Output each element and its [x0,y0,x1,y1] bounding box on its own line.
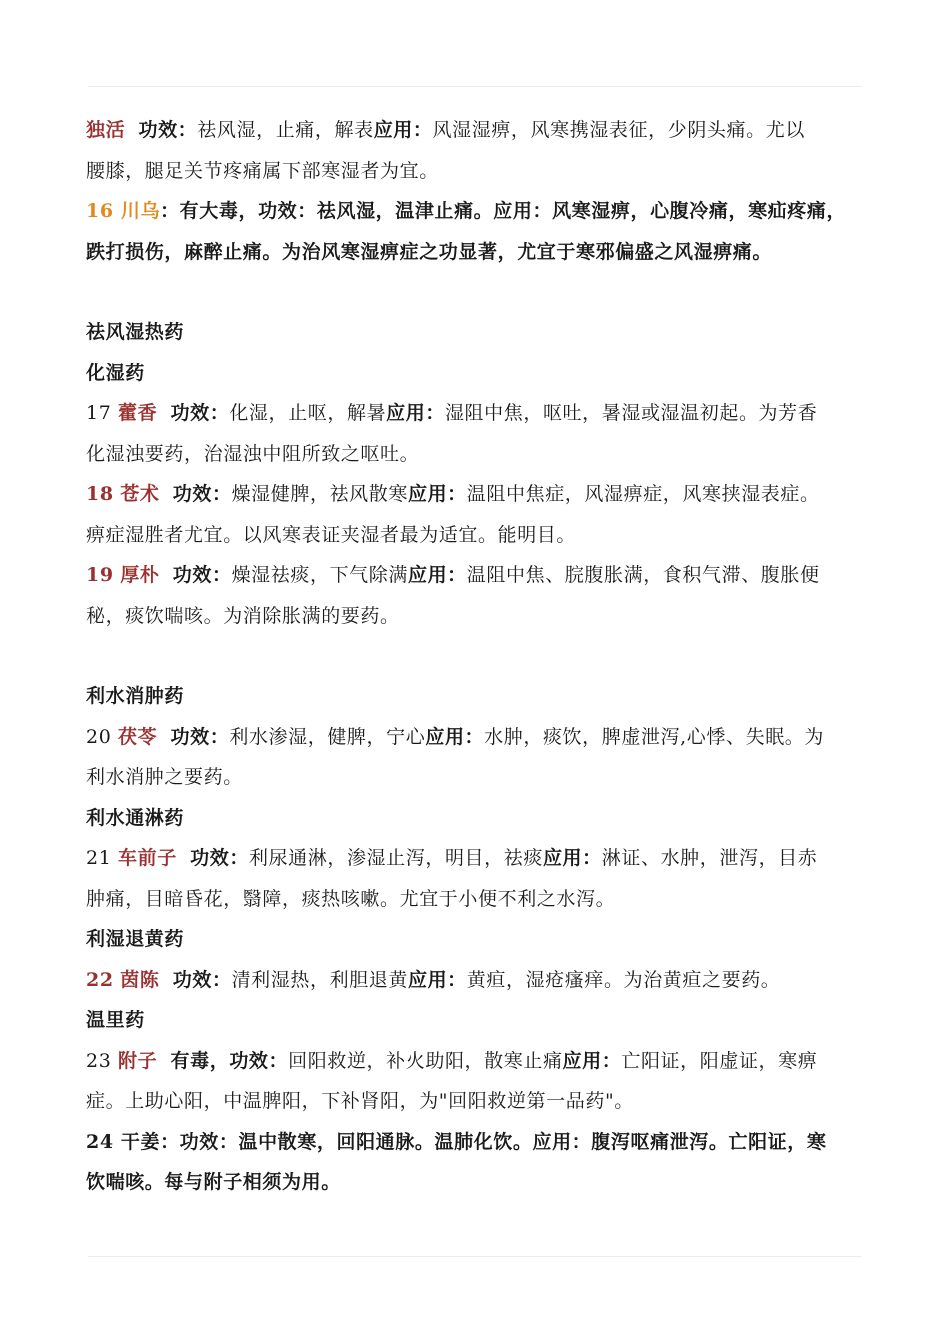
usage-text: 黄疸，湿疮瘙痒。为治黄疸之要药。 [466,968,781,991]
entry-cheqianzi [86,838,876,919]
efficacy-label: 功效： [190,847,249,869]
section-gap [86,636,876,676]
herb-number: 23 [86,1049,112,1072]
section-heading: 化湿药 [86,361,145,384]
herb-name: 独活 [86,119,126,141]
usage-text-cont: 症。上助心阳，中温脾阳，下补肾阳，为"回阳救逆第一品药"。 [86,1090,634,1112]
efficacy-label: 功效： [138,119,198,141]
entry-fuling [86,717,876,798]
section-heading: 祛风湿热药 [86,321,185,343]
usage-text: 温阻中焦症，风湿痹症，风寒挟湿表症。 [466,483,820,505]
entry-text: ：功效：温中散寒，回阳通脉。温肺化饮。应用：腹泻呕痛泄泻。亡阳证，寒 [160,1130,827,1153]
efficacy-label: 功效： [172,483,232,505]
section-heading: 利湿退黄药 [86,928,185,950]
herb-number: 24 [86,1130,114,1153]
entry-houpo [86,555,876,636]
efficacy-label: 功效： [170,402,230,424]
document-body [86,110,876,1203]
usage-text: 水肿，痰饮，脾虚泄泻,心悸、失眠。为 [484,725,824,748]
bottom-divider [88,1256,862,1257]
usage-label: 应用： [425,725,485,748]
efficacy-text: 燥湿健脾，祛风散寒 [231,483,408,505]
usage-label: 应用： [407,483,467,505]
efficacy-text: 化湿，止呕，解暑 [229,402,387,424]
usage-text: 湿阻中焦，呕吐，暑湿或湿温初起。为芳香 [444,402,818,424]
efficacy-label: 功效： [172,564,232,586]
efficacy-text: 利水渗湿，健脾，宁心 [229,725,426,748]
usage-label: 应用： [386,402,445,424]
efficacy-text: 清利湿热，利胆退黄 [231,968,408,991]
top-divider [88,86,862,87]
usage-text-cont: 秘，痰饮喘咳。为消除胀满的要药。 [86,604,400,627]
entry-text-cont: 饮喘咳。每与附子相须为用。 [86,1171,341,1193]
efficacy-text: 燥湿祛痰，下气除满 [231,564,408,586]
entry-ganjiang [86,1122,876,1203]
herb-number: 21 [86,847,112,869]
herb-number: 22 [86,968,114,991]
herb-number: 17 [86,402,112,424]
efficacy-text: 利尿通淋，渗湿止泻，明目，祛痰 [248,847,543,869]
herb-name: 苍术 [120,483,160,505]
usage-label: 应用： [407,968,467,991]
efficacy-label: 功效： [170,725,230,748]
entry-text-cont: 跌打损伤，麻醉止痛。为治风寒湿痹症之功显著，尤宜于寒邪偏盛之风湿痹痛。 [86,240,773,263]
usage-label: 应用： [373,119,433,141]
entry-text: ：有大毒，功效：祛风湿，温津止痛。应用：风寒湿痹，心腹冷痛，寒疝疼痛， [160,200,847,222]
toxicity-note: 有毒， [170,1049,230,1072]
herb-name: 附子 [118,1049,158,1072]
usage-label: 应用： [542,847,602,869]
entry-duhuo [86,110,876,191]
usage-text-cont: 化湿浊要药，治湿浊中阻所致之呕吐。 [86,442,420,465]
usage-text: 温阻中焦、脘腹胀满，食积气滞、腹胀便 [466,564,820,586]
usage-text: 亡阳证，阳虚证，寒痹 [621,1049,818,1072]
entry-fuzi [86,1041,876,1122]
herb-name: 厚朴 [120,564,160,586]
usage-text: 风湿湿痹，风寒携湿表征，少阴头痛。尤以 [432,119,805,141]
herb-name: 茯苓 [118,725,158,748]
herb-name: 车前子 [118,847,177,869]
section-heading: 利水消肿药 [86,685,185,707]
efficacy-label: 功效： [172,968,232,991]
herb-name: 干姜 [120,1130,161,1153]
usage-label: 应用： [562,1049,622,1072]
usage-text: 淋证、水肿，泄泻，目赤 [601,847,818,869]
entry-cangzhu [86,474,876,555]
section-gap [86,272,876,312]
usage-text-cont: 痹症湿胜者尤宜。以风寒表证夹湿者最为适宜。能明目。 [86,523,577,546]
entry-chuanwu [86,191,876,272]
efficacy-text: 回阳救逆，补火助阳，散寒止痛 [288,1049,563,1072]
section-heading: 利水通淋药 [86,806,185,829]
usage-text-cont: 肿痛，目暗昏花，翳障，痰热咳嗽。尤宜于小便不利之水泻。 [86,887,616,910]
herb-name: 茵陈 [120,968,160,991]
herb-number: 20 [86,725,112,748]
entry-huoxiang [86,393,876,474]
usage-label: 应用： [407,564,467,586]
herb-number: 19 [86,564,114,586]
herb-number: 18 [86,483,114,505]
herb-number: 16 [86,200,114,222]
efficacy-label: 功效： [229,1049,289,1072]
usage-text-cont: 腰膝，腿足关节疼痛属下部寒湿者为宜。 [86,159,439,182]
herb-name: 藿香 [118,402,158,424]
efficacy-text: 祛风湿，止痛，解表 [197,119,374,141]
herb-name: 川乌 [120,200,161,222]
usage-text-cont: 利水消肿之要药。 [86,766,243,788]
entry-yinchen [86,960,876,1001]
section-heading: 温里药 [86,1009,145,1031]
